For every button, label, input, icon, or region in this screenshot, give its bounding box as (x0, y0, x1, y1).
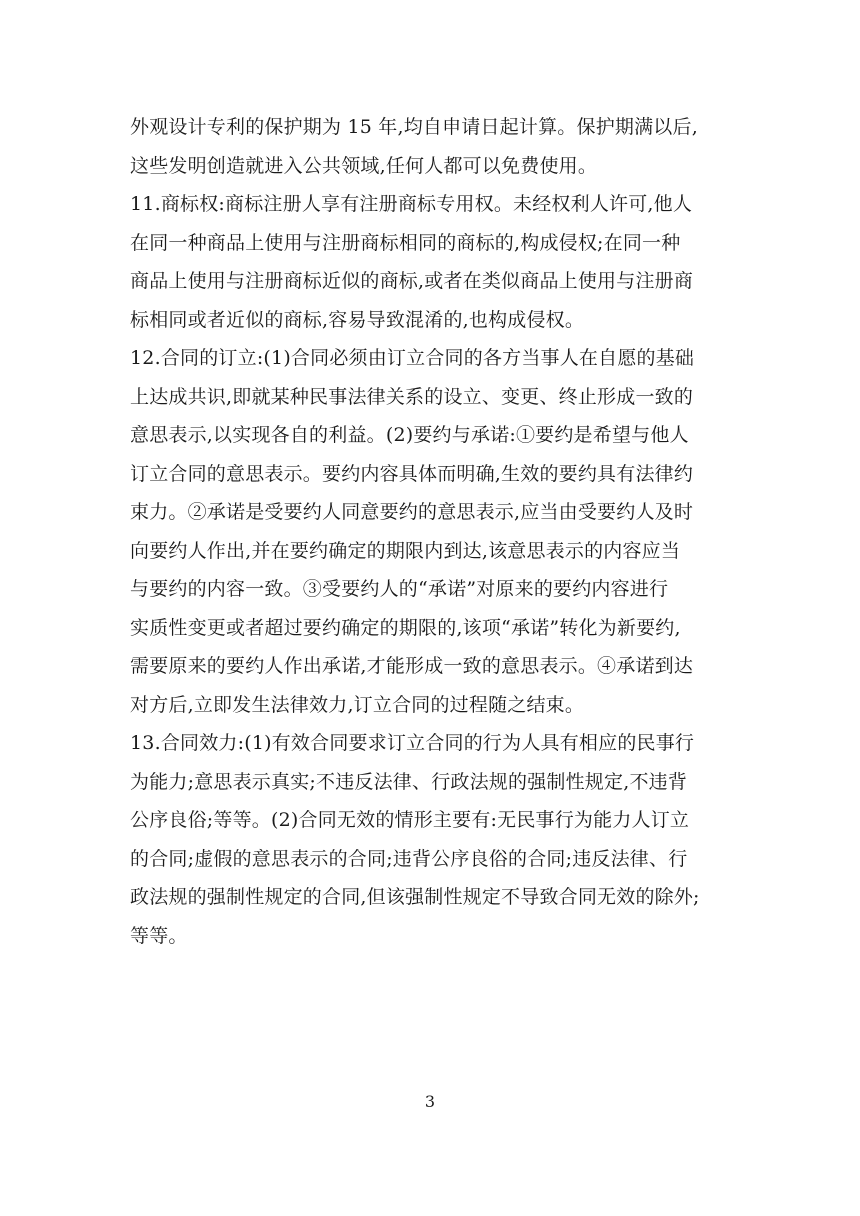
text-line: 这些发明创造就进入公共领域,任何人都可以免费使用。 (130, 154, 598, 177)
body-text (130, 108, 730, 955)
text-line: 订立合同的意思表示。要约内容具体而明确,生效的要约具有法律约 (130, 462, 694, 485)
text-line: 在同一种商品上使用与注册商标相同的商标的,构成侵权;在同一种 (130, 231, 681, 254)
text-line: 需要原来的要约人作出承诺,才能形成一致的意思表示。④承诺到达 (130, 655, 694, 677)
page-number: 3 (424, 1092, 436, 1111)
text-line: 实质性变更或者超过要约确定的期限的,该项“承诺”转化为新要约, (130, 616, 681, 639)
text-line: 11.商标权:商标注册人享有注册商标专用权。未经权利人许可,他人 (130, 193, 693, 215)
text-line: 标相同或者近似的商标,容易导致混淆的,也构成侵权。 (130, 308, 585, 331)
text-line: 政法规的强制性规定的合同,但该强制性规定不导致合同无效的除外; (130, 886, 700, 908)
text-line: 商品上使用与注册商标近似的商标,或者在类似商品上使用与注册商 (130, 270, 694, 292)
text-line: 12.合同的订立:(1)合同必须由订立合同的各方当事人在自愿的基础 (130, 347, 695, 369)
text-line: 13.合同效力:(1)有效合同要求订立合同的行为人具有相应的民事行 (130, 732, 695, 754)
text-line: 外观设计专利的保护期为 15 年,均自申请日起计算。保护期满以后, (130, 116, 698, 138)
text-line: 等等。 (130, 924, 188, 947)
text-line: 对方后,立即发生法律效力,订立合同的过程随之结束。 (130, 693, 585, 716)
text-line: 意思表示,以实现各自的利益。(2)要约与承诺:①要约是希望与他人 (130, 424, 689, 446)
text-line: 公序良俗;等等。(2)合同无效的情形主要有:无民事行为能力人订立 (130, 809, 690, 831)
text-line: 与要约的内容一致。③受要约人的“承诺”对原来的要约内容进行 (130, 578, 669, 600)
text-line: 束力。②承诺是受要约人同意要约的意思表示,应当由受要约人及时 (130, 501, 694, 523)
text-line: 向要约人作出,并在要约确定的期限内到达,该意思表示的内容应当 (130, 539, 681, 562)
text-line: 为能力;意思表示真实;不违反法律、行政法规的强制性规定,不违背 (130, 770, 688, 793)
text-line: 上达成共识,即就某种民事法律关系的设立、变更、终止形成一致的 (130, 385, 694, 408)
text-line: 的合同;虚假的意思表示的合同;违背公序良俗的合同;违反法律、行 (130, 847, 688, 870)
